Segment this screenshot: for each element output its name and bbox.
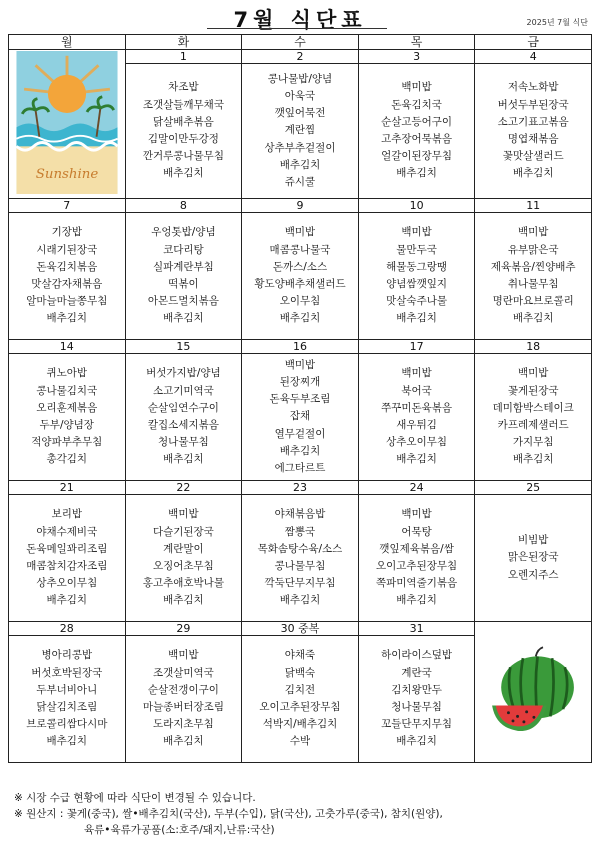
menu-item: 상추오이무침: [386, 436, 447, 449]
menu-item: 계란찜: [284, 124, 316, 137]
menu-item: 두부/양념장: [39, 419, 94, 431]
day-number: 7: [9, 199, 126, 213]
menu-item: 두부너비아니: [36, 683, 98, 696]
menu-item: 백미밥: [517, 226, 549, 239]
sunshine-illustration: [14, 51, 120, 194]
menu-item: 버섯가지밥/양념: [146, 367, 221, 380]
menu-item: 닭살김치조림: [36, 701, 98, 713]
menu-item: 김치전: [284, 683, 316, 696]
menu-item: 콩나물밥/양념: [267, 72, 333, 85]
day-menu-cell: [125, 213, 242, 340]
menu-item: 아몬드멸치볶음: [147, 295, 219, 308]
menu-item: 오이고추된장무침: [259, 701, 341, 713]
day-number: 28: [9, 622, 126, 636]
day-menu-cell: [358, 213, 475, 340]
menu-item: 알마늘마늘쫑무침: [26, 295, 108, 308]
menu-item: 잡채: [289, 410, 311, 423]
week-5-dates: [9, 622, 592, 636]
menu-item: 퀴노아밥: [46, 367, 88, 380]
day-of-week-mon: 월: [9, 35, 126, 50]
menu-item: 깻잎제육볶음/쌈: [379, 542, 454, 555]
menu-item: 시래기된장국: [36, 243, 98, 256]
menu-item: 백미밥: [401, 508, 432, 521]
menu-item: 총각김치: [46, 453, 88, 466]
menu-item: 적양파부추무침: [31, 436, 103, 449]
menu-item: 기장밥: [51, 226, 83, 239]
menu-item: 야채볶음밥: [274, 508, 326, 521]
menu-item: 배추김치: [163, 735, 204, 748]
menu-item: 야채죽: [284, 649, 316, 662]
menu-item: 깍둑단무지무침: [264, 577, 336, 590]
menu-item: 깻잎어묵전: [274, 107, 326, 120]
menu-item: 매콤참치감자조림: [26, 560, 108, 572]
menu-calendar: [8, 34, 592, 763]
note-origin: ※ 원산지 : 꽃게(중국), 쌀•배추김치(국산), 두부(수입), 닭(국산), 고춧가루(중국), 참치(원양),: [14, 808, 443, 820]
menu-item: 계란국: [401, 666, 432, 679]
menu-item: 하이라이스덮밥: [381, 649, 453, 662]
menu-item: 배추김치: [279, 444, 321, 457]
menu-item: 배추김치: [163, 594, 204, 607]
note-change: ※ 시장 수급 현황에 따라 식단이 변경될 수 있습니다.: [14, 792, 256, 804]
menu-item: 칼집소세지볶음: [147, 419, 219, 431]
menu-item: 명엽채볶음: [507, 133, 559, 145]
menu-item: 배추김치: [163, 312, 204, 325]
menu-item: 돈육메일꽈리조림: [26, 542, 108, 555]
menu-item: 배추김치: [46, 312, 88, 325]
menu-item: 고추장어묵볶음: [381, 133, 453, 145]
menu-item: 백미밥: [401, 81, 432, 94]
menu-item: 꽃게된장국: [507, 384, 559, 397]
watermelon-cell: [475, 622, 592, 763]
day-menu-cell: [9, 354, 126, 481]
menu-item: 김치왕만두: [391, 683, 442, 696]
menu-item: 얼갈이된장무침: [381, 150, 453, 163]
week-3-dates: [9, 340, 592, 354]
notes: [14, 790, 443, 838]
menu-item: 청나물무침: [391, 701, 442, 713]
menu-item: 유부맑은국: [507, 243, 559, 256]
menu-item: 꼬들단무지무침: [381, 718, 453, 731]
menu-item: 북어국: [401, 384, 432, 397]
menu-item: 양념쌈깻잎지: [386, 278, 447, 290]
menu-item: 해물동그랑땡: [386, 260, 447, 273]
day-menu-cell: [242, 354, 359, 481]
day-menu-cell: [242, 495, 359, 622]
menu-item: 배추김치: [512, 312, 554, 325]
menu-item: 배추김치: [512, 453, 554, 466]
page-title: 7월 식단표: [233, 8, 367, 32]
day-menu-cell: [242, 636, 359, 763]
menu-item: 깐거루콩나물무침: [142, 150, 224, 163]
day-number: 21: [9, 481, 126, 495]
menu-item: 닭살배추볶음: [152, 115, 214, 128]
day-of-week-thu: 목: [358, 35, 475, 50]
menu-item: 콩나물무침: [274, 560, 326, 572]
menu-item: 배추김치: [163, 453, 204, 466]
day-number: 11: [475, 199, 592, 213]
menu-item: 돈육김치국: [391, 98, 442, 111]
day-menu-cell: [125, 64, 242, 199]
menu-item: 상추오이무침: [36, 577, 98, 590]
menu-item: 제육볶음/찐양배추: [490, 260, 576, 273]
menu-item: 비빔밥: [517, 534, 549, 547]
menu-item: 야채수제비국: [36, 525, 98, 538]
day-number: 18: [475, 340, 592, 354]
menu-item: 쭈꾸미돈육볶음: [381, 401, 453, 414]
day-menu-cell: [125, 636, 242, 763]
day-menu-cell: [475, 64, 592, 199]
menu-item: 오렌지주스: [507, 568, 559, 581]
menu-item: 배추김치: [279, 312, 321, 325]
menu-item: 코다리탕: [163, 243, 204, 256]
day-number: 1: [125, 50, 242, 64]
menu-item: 맛살감자채볶음: [31, 278, 103, 290]
day-menu-cell: [475, 495, 592, 622]
menu-item: 상추부추겉절이: [264, 141, 336, 154]
menu-item: 홍고추애호박나물: [142, 577, 224, 590]
day-menu-cell: [358, 64, 475, 199]
week-2-menu: [9, 213, 592, 340]
menu-item: 배추김치: [512, 167, 554, 180]
day-number: 22: [125, 481, 242, 495]
menu-item: 차조밥: [168, 81, 199, 94]
week-3-menu: [9, 354, 592, 481]
menu-item: 오징어초무침: [152, 560, 214, 572]
menu-item: 배추김치: [163, 167, 204, 180]
week-4-dates: [9, 481, 592, 495]
day-number: 31: [358, 622, 475, 636]
day-number: 24: [358, 481, 475, 495]
date-label: 2025년 7월 식단: [526, 18, 588, 27]
note-origin-cont: 육류•육류가공품(소:호주/돼지,난류:국산): [84, 824, 275, 836]
menu-item: 배추김치: [396, 453, 437, 466]
menu-item: 브로콜리쌈다시마: [26, 718, 108, 731]
menu-item: 조갯살미역국: [152, 666, 214, 679]
menu-item: 열무겉절이: [274, 427, 326, 440]
menu-item: 쥬시쿨: [284, 176, 316, 188]
menu-item: 카프레제샐러드: [497, 419, 569, 431]
menu-item: 소고기미역국: [152, 384, 214, 397]
menu-item: 백미밥: [168, 649, 199, 662]
sunshine-cell: [9, 50, 126, 199]
menu-item: 계란말이: [163, 542, 204, 555]
menu-item: 배추김치: [279, 594, 321, 607]
menu-item: 목화솜탕수육/소스: [257, 542, 343, 555]
menu-item: 수박: [289, 735, 311, 748]
menu-item: 짬뽕국: [284, 525, 316, 538]
menu-item: 물만두국: [396, 243, 437, 256]
menu-item: 청나물무침: [158, 436, 209, 449]
menu-item: 백미밥: [401, 367, 432, 380]
menu-item: 오이무침: [279, 295, 321, 308]
day-menu-cell: [358, 354, 475, 481]
day-menu-cell: [9, 213, 126, 340]
watermelon-illustration: [483, 640, 583, 740]
menu-item: 된장찌개: [279, 375, 321, 388]
menu-item: 병아리콩밥: [41, 649, 93, 662]
menu-item: 저속노화밥: [507, 81, 559, 94]
menu-item: 가지무침: [512, 436, 554, 449]
menu-item: 백미밥: [168, 508, 199, 521]
menu-item: 아욱국: [284, 89, 316, 102]
menu-item: 데미함박스테이크: [492, 401, 574, 414]
menu-item: 배추김치: [46, 735, 88, 748]
menu-item: 오리훈제볶음: [36, 401, 98, 414]
menu-item: 콩나물김치국: [36, 384, 98, 397]
menu-item: 어묵탕: [401, 525, 432, 538]
menu-item: 돈육두부조림: [269, 393, 331, 406]
menu-item: 버섯두부된장국: [497, 98, 569, 111]
day-menu-cell: [358, 495, 475, 622]
week-2-dates: [9, 199, 592, 213]
menu-item: 꽃맛살샐러드: [502, 150, 564, 163]
day-number: 8: [125, 199, 242, 213]
day-menu-cell: [475, 213, 592, 340]
menu-item: 쪽파미역줄기볶음: [376, 577, 458, 590]
menu-item: 다슬기된장국: [152, 525, 214, 538]
menu-item: 배추김치: [46, 594, 88, 607]
menu-item: 순살임연수구이: [147, 401, 219, 414]
menu-item: 황도양배추채샐러드: [254, 278, 346, 290]
menu-item: 실파계란부침: [152, 260, 214, 273]
menu-item: 배추김치: [396, 735, 437, 748]
menu-item: 백미밥: [401, 226, 432, 239]
day-number: 10: [358, 199, 475, 213]
menu-item: 매콤콩나물국: [269, 243, 331, 256]
day-number: 25: [475, 481, 592, 495]
day-number: 15: [125, 340, 242, 354]
day-number: 14: [9, 340, 126, 354]
menu-item: 돈까스/소스: [272, 260, 328, 273]
menu-item: 석박지/배추김치: [262, 718, 338, 731]
day-number: 9: [242, 199, 359, 213]
menu-item: 명란마요브로콜리: [492, 295, 574, 308]
menu-item: 우엉톳밥/양념: [151, 226, 216, 239]
menu-item: 도라지초무침: [152, 718, 214, 731]
menu-item: 보리밥: [51, 508, 83, 521]
day-menu-cell: [9, 495, 126, 622]
day-number: 3: [358, 50, 475, 64]
menu-item: 맑은된장국: [507, 551, 559, 564]
day-number: 4: [475, 50, 592, 64]
menu-item: 백미밥: [517, 367, 549, 380]
menu-item: 에그타르트: [274, 462, 326, 474]
day-menu-cell: [242, 213, 359, 340]
menu-item: 배추김치: [396, 594, 437, 607]
menu-item: 돈육김치볶음: [36, 260, 98, 273]
menu-item: 배추김치: [396, 312, 437, 325]
day-number: 23: [242, 481, 359, 495]
menu-item: 순살고등어구이: [381, 115, 453, 128]
day-menu-cell: [242, 64, 359, 199]
menu-item: 떡볶이: [168, 278, 199, 290]
day-number: 16: [242, 340, 359, 354]
menu-item: 조갯살들깨무채국: [142, 98, 224, 111]
day-menu-cell: [9, 636, 126, 763]
day-of-week-fri: 금: [475, 35, 592, 50]
menu-item: 새우튀김: [396, 419, 437, 431]
week-4-menu: [9, 495, 592, 622]
menu-item: 마늘종버터장조림: [142, 701, 224, 713]
menu-item: 백미밥: [284, 226, 316, 239]
day-menu-cell: [125, 354, 242, 481]
day-menu-cell: [475, 354, 592, 481]
day-number: 2: [242, 50, 359, 64]
menu-item: 백미밥: [284, 358, 316, 371]
day-of-week-tue: 화: [125, 35, 242, 50]
day-of-week-wed: 수: [242, 35, 359, 50]
menu-item: 배추김치: [279, 158, 321, 171]
day-number: 30 중복: [242, 622, 359, 636]
title-underline: [207, 28, 387, 29]
day-menu-cell: [125, 495, 242, 622]
menu-item: 김말이만두강정: [147, 133, 219, 145]
menu-item: 오이고추된장무침: [376, 560, 458, 572]
day-number: 17: [358, 340, 475, 354]
day-number: 29: [125, 622, 242, 636]
menu-item: 맛살숙주나물: [386, 295, 447, 308]
menu-item: 순살전갱이구이: [147, 683, 219, 696]
menu-item: 버섯호박된장국: [31, 666, 103, 679]
week-1-dates: [9, 50, 592, 64]
sunshine-text: Sunshine: [35, 166, 99, 182]
menu-item: 배추김치: [396, 167, 437, 180]
menu-item: 취나물무침: [507, 278, 559, 290]
menu-item: 닭백숙: [284, 666, 316, 679]
menu-item: 소고기표고볶음: [497, 115, 569, 128]
day-menu-cell: [358, 636, 475, 763]
